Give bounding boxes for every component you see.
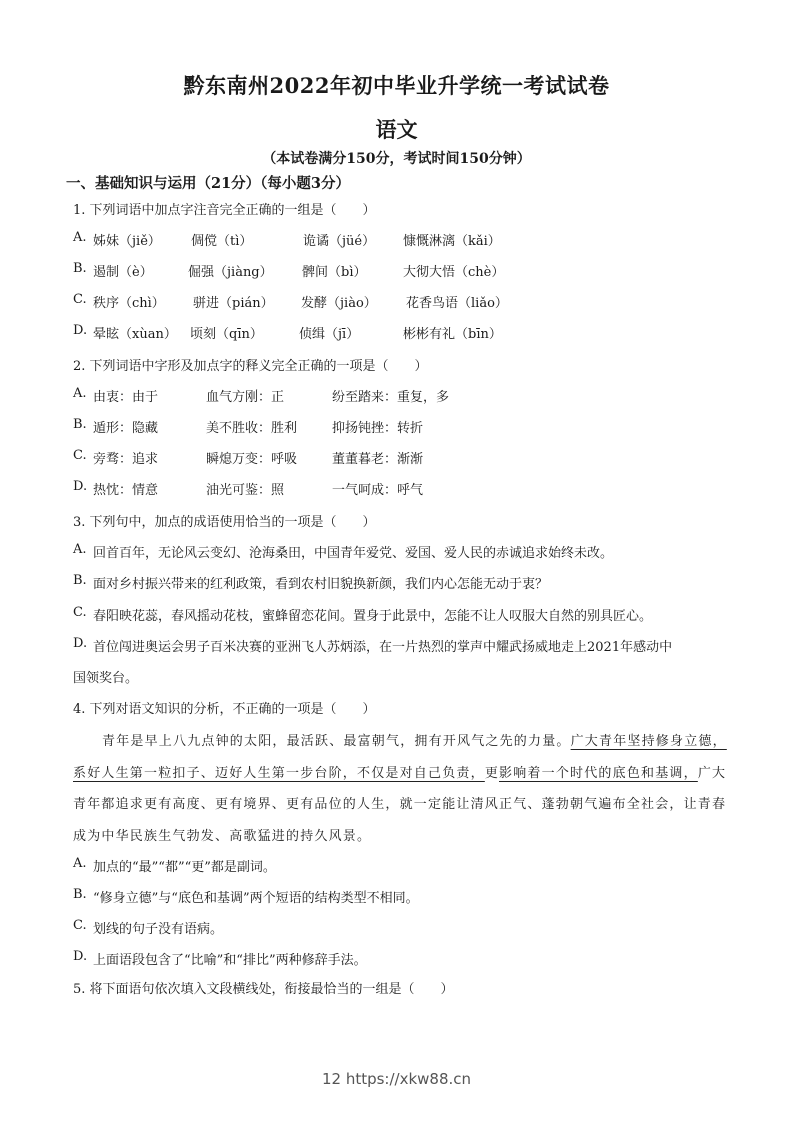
passage-text: 广大 bbox=[697, 766, 727, 781]
q2-option-a-label: A. bbox=[73, 386, 87, 401]
q1-option-c-label: C. bbox=[73, 292, 87, 307]
question-3-stem: 3. 下列句中，加点的成语使用恰当的一项是（ ） bbox=[73, 515, 376, 530]
q2-option-c-label: C. bbox=[73, 448, 87, 463]
question-1-stem: 1. 下列词语中加点字注音完全正确的一组是（ ） bbox=[73, 203, 376, 218]
q3-option-c-label: C. bbox=[73, 605, 87, 620]
q2-option-c-item: 董董暮老：渐渐 bbox=[332, 452, 424, 467]
passage-text: 青年是早上八九点钟的太阳，最活跃、最富朝气，拥有开风气之先的力量。 bbox=[102, 734, 571, 749]
exam-note: （本试卷满分150分，考试时间150分钟） bbox=[262, 151, 531, 167]
passage-underlined-text: 影响着一个时代的底色和基调， bbox=[499, 766, 698, 781]
q2-option-d-item: 一气呵成：呼气 bbox=[332, 483, 424, 498]
q4-option-d-text: 上面语段包含了“比喻”和“排比”两种修辞手法。 bbox=[93, 953, 367, 968]
q1-option-b-item: 遏制（è） bbox=[93, 265, 153, 280]
q2-option-a-item: 血气方刚：正 bbox=[206, 390, 285, 405]
q2-option-d-item: 热忱：情意 bbox=[93, 483, 159, 498]
question-2-stem: 2. 下列词语中字形及加点字的释义完全正确的一项是（ ） bbox=[73, 359, 428, 374]
q2-option-b-item: 抑扬钝挫：转折 bbox=[332, 421, 424, 436]
q3-option-b-text: 面对乡村振兴带来的红利政策，看到农村旧貌换新颜，我们内心怎能无动于衷？ bbox=[93, 577, 549, 592]
q1-option-a-item: 慷慨淋漓（kǎi） bbox=[403, 234, 501, 249]
q1-option-b-label: B. bbox=[73, 261, 87, 276]
q2-option-c-item: 瞬熄万变：呼吸 bbox=[206, 452, 298, 467]
q2-option-b-item: 美不胜收：胜利 bbox=[206, 421, 298, 436]
q1-option-a-item: 倜傥（tì） bbox=[191, 234, 253, 249]
q1-option-b-item: 大彻大悟（chè） bbox=[403, 265, 505, 280]
q4-option-d-label: D. bbox=[73, 949, 88, 964]
question-5-stem: 5. 将下面语句依次填入文段横线处，衔接最恰当的一组是（ ） bbox=[73, 982, 454, 997]
q2-option-b-label: B. bbox=[73, 417, 87, 432]
q1-option-b-item: 倔强（jiàng） bbox=[188, 265, 273, 280]
q1-option-a-item: 姊妹（jiě） bbox=[93, 234, 161, 249]
q1-option-c-item: 骈进（pián） bbox=[193, 296, 274, 311]
q1-option-d-item: 彬彬有礼（bīn） bbox=[403, 327, 502, 342]
q2-option-c-item: 旁骛：追求 bbox=[93, 452, 159, 467]
section-heading: 一、基础知识与运用（21分）（每小题3分） bbox=[66, 175, 351, 192]
passage-underlined-text: 广大青年坚持修身立德， bbox=[570, 734, 727, 749]
passage-line-1 bbox=[102, 730, 727, 749]
q2-option-d-label: D. bbox=[73, 479, 88, 494]
q1-option-c-item: 秩序（chì） bbox=[93, 296, 165, 311]
q2-option-b-item: 遁形：隐藏 bbox=[93, 421, 159, 436]
q3-option-c-text: 春阳映花蕊，春风摇动花枝，蜜蜂留恋花间。置身于此景中，怎能不让人叹服大自然的别具匠心。 bbox=[93, 609, 653, 624]
exam-subject: 语文 bbox=[375, 117, 418, 142]
q1-option-d-item: 晕眩（xùan） bbox=[93, 327, 177, 342]
q1-option-a-label: A. bbox=[73, 230, 87, 245]
q3-option-d-text: 首位闯进奥运会男子百米决赛的亚洲飞人苏炳添，在一片热烈的掌声中耀武扬威地走上2021年感动中 bbox=[93, 640, 673, 655]
q2-option-a-item: 纷至踏来：重复，多 bbox=[332, 390, 450, 405]
passage-line-3: 青年都追求更有高度、更有境界、更有品位的人生，就一定能让清风正气、蓬勃朝气遍布全社会，让青春 bbox=[73, 797, 727, 812]
passage-underlined-text: 系好人生第一粒扣子、迈好人生第一步台阶，不仅是对自己负责， bbox=[73, 766, 485, 781]
q1-option-c-item: 花香鸟语（liǎo） bbox=[406, 296, 508, 311]
exam-title: 黔东南州2022年初中毕业升学统一考试试卷 bbox=[183, 73, 610, 98]
q2-option-a-item: 由衷：由于 bbox=[93, 390, 159, 405]
q2-option-d-item: 油光可鉴：照 bbox=[206, 483, 285, 498]
passage-line-2 bbox=[73, 762, 726, 781]
q1-option-d-item: 侦缉（jī） bbox=[299, 327, 360, 342]
q3-option-a-text: 回首百年，无论风云变幻、沧海桑田，中国青年爱党、爱国、爱人民的赤诚追求始终未改。 bbox=[93, 546, 614, 561]
q3-option-b-label: B. bbox=[73, 573, 87, 588]
q3-option-a-label: A. bbox=[73, 542, 87, 557]
q3-option-d-label: D. bbox=[73, 636, 88, 651]
question-4-stem: 4. 下列对语文知识的分析，不正确的一项是（ ） bbox=[73, 702, 376, 717]
q1-option-b-item: 髀间（bì） bbox=[302, 265, 367, 280]
q4-option-c-label: C. bbox=[73, 918, 87, 933]
q1-option-c-item: 发酵（jiào） bbox=[301, 296, 377, 311]
q3-option-d-continuation: 国领奖台。 bbox=[73, 671, 139, 686]
q4-option-c-text: 划线的句子没有语病。 bbox=[93, 922, 224, 937]
q4-option-a-label: A. bbox=[73, 856, 87, 871]
q1-option-a-item: 诡谲（jüé） bbox=[303, 234, 376, 249]
passage-line-4: 成为中华民族生气勃发、高歌猛进的持久风景。 bbox=[73, 829, 372, 844]
passage-text: 更 bbox=[484, 766, 500, 781]
q1-option-d-label: D. bbox=[73, 323, 88, 338]
page-footer: 12 https://xkw88.cn bbox=[321, 1070, 472, 1088]
q4-option-a-text: 加点的“最”“都”“更”都是副词。 bbox=[93, 860, 276, 875]
q4-option-b-label: B. bbox=[73, 887, 87, 902]
q1-option-d-item: 顷刻（qīn） bbox=[190, 327, 263, 342]
q4-option-b-text: “修身立德”与“底色和基调”两个短语的结构类型不相同。 bbox=[93, 891, 419, 906]
